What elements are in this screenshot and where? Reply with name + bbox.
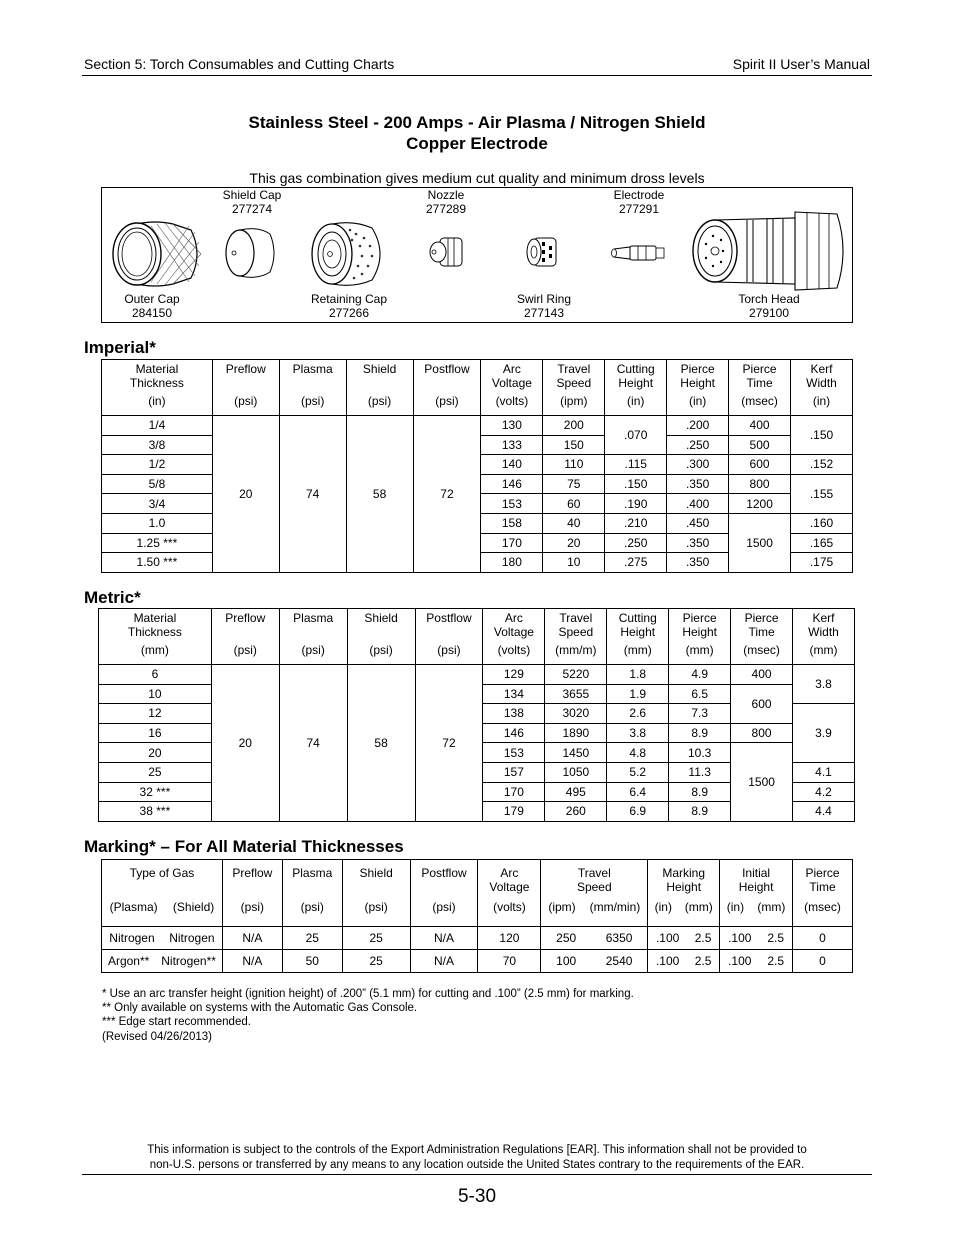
- pierce-time-cell: 1500: [729, 513, 791, 572]
- travel-speed-cell: 200: [543, 416, 605, 436]
- arc-voltage-cell: 146: [481, 474, 543, 494]
- footnote-arc-transfer: * Use an arc transfer height (ignition height) of .200” (5.1 mm) for cutting and .100” (2.5 mm) for marking.: [102, 988, 634, 1000]
- metric-header-shield: Shield (psi): [347, 609, 415, 665]
- metric-table: [98, 608, 855, 822]
- kerf-width-cell: .150: [791, 416, 853, 455]
- imperial-header-postflow: Postflow (psi): [413, 360, 481, 416]
- arc-voltage-cell: 130: [481, 416, 543, 436]
- preflow-cell: 20: [211, 665, 279, 822]
- outer-cap-label: Outer Cap 284150: [124, 292, 180, 320]
- preflow-cell: N/A: [222, 927, 282, 950]
- arc-voltage-cell: 120: [478, 927, 541, 950]
- imperial-table: [101, 359, 853, 573]
- arc-voltage-cell: 133: [481, 435, 543, 455]
- marking-height-cell: .100 2.5: [648, 927, 720, 950]
- header-rule: [82, 75, 872, 76]
- plasma-cell: 74: [279, 416, 346, 573]
- marking-table: [101, 859, 853, 973]
- pierce-time-cell: 400: [729, 416, 791, 436]
- cutting-height-cell: 3.8: [607, 723, 669, 743]
- travel-speed-cell: 75: [543, 474, 605, 494]
- thickness-cell: 16: [99, 723, 212, 743]
- kerf-width-cell: .175: [791, 553, 853, 573]
- initial-height-cell: .100 2.5: [720, 950, 793, 973]
- cutting-height-cell: 5.2: [607, 762, 669, 782]
- gas-combination-note: This gas combination gives medium cut quality and minimum dross levels: [249, 170, 705, 186]
- electrode-icon: [608, 240, 668, 266]
- imperial-header-preflow: Preflow (psi): [212, 360, 279, 416]
- kerf-width-cell: .165: [791, 533, 853, 553]
- travel-speed-cell: 250 6350: [541, 927, 648, 950]
- shield-cap-label: Shield Cap 277274: [222, 188, 282, 216]
- metric-header-cutting-height: Cutting Height (mm): [607, 609, 669, 665]
- marking-header-initial-height: Initial Height (in) (mm): [720, 860, 793, 927]
- arc-voltage-cell: 153: [481, 494, 543, 514]
- imperial-header-cutting-height: Cutting Height (in): [605, 360, 667, 416]
- footnotes: [102, 987, 634, 1044]
- marking-header-postflow: Postflow (psi): [410, 860, 478, 927]
- page-title: Stainless Steel - 200 Amps - Air Plasma / Nitrogen Shield: [248, 113, 706, 132]
- pierce-height-cell: 8.9: [669, 723, 731, 743]
- marking-height-cell: .100 2.5: [648, 950, 720, 973]
- marking-header-travel-speed: Travel Speed (ipm) (mm/min): [541, 860, 648, 927]
- footnote-edge-start: *** Edge start recommended.: [102, 1016, 251, 1029]
- marking-header-plasma: Plasma (psi): [282, 860, 342, 927]
- cutting-height-cell: .210: [605, 513, 667, 533]
- section-title: Section 5: Torch Consumables and Cutting Charts: [84, 56, 395, 72]
- cutting-height-cell: .150: [605, 474, 667, 494]
- pierce-time-cell: 500: [729, 435, 791, 455]
- arc-voltage-cell: 158: [481, 513, 543, 533]
- travel-speed-cell: 5220: [545, 665, 607, 685]
- pierce-time-cell: 600: [731, 684, 793, 723]
- postflow-cell: N/A: [410, 950, 478, 973]
- travel-speed-cell: 20: [543, 533, 605, 553]
- arc-voltage-cell: 180: [481, 553, 543, 573]
- cutting-height-cell: 4.8: [607, 743, 669, 763]
- metric-header-preflow: Preflow (psi): [211, 609, 279, 665]
- marking-header-gas: Type of Gas (Plasma) (Shield): [102, 860, 223, 927]
- marking-header-preflow: Preflow (psi): [222, 860, 282, 927]
- torch-head-label: Torch Head 279100: [738, 292, 800, 320]
- cutting-height-cell: 6.9: [607, 802, 669, 822]
- cutting-height-cell: .190: [605, 494, 667, 514]
- kerf-width-cell: 4.1: [793, 762, 855, 782]
- arc-voltage-cell: 170: [483, 782, 545, 802]
- metric-header-postflow: Postflow (psi): [415, 609, 483, 665]
- thickness-cell: 20: [99, 743, 212, 763]
- imperial-heading: Imperial*: [84, 338, 156, 357]
- pierce-height-cell: .350: [667, 533, 729, 553]
- shield-cell: 25: [342, 927, 410, 950]
- arc-voltage-cell: 157: [483, 762, 545, 782]
- arc-voltage-cell: 134: [483, 684, 545, 704]
- table-row: [102, 416, 853, 436]
- cutting-height-cell: .115: [605, 455, 667, 475]
- table-row: [99, 665, 855, 685]
- gas-type-cell: Nitrogen Nitrogen: [102, 927, 223, 950]
- thickness-cell: 10: [99, 684, 212, 704]
- pierce-height-cell: 7.3: [669, 704, 731, 724]
- metric-header-thickness: Material Thickness (mm): [99, 609, 212, 665]
- marking-header-marking-height: Marking Height (in) (mm): [648, 860, 720, 927]
- pierce-time-cell: 800: [731, 723, 793, 743]
- travel-speed-cell: 150: [543, 435, 605, 455]
- imperial-header-arc-voltage: Arc Voltage (volts): [481, 360, 543, 416]
- revision-date: (Revised 04/26/2013): [102, 1030, 212, 1043]
- arc-voltage-cell: 146: [483, 723, 545, 743]
- metric-heading: Metric*: [84, 588, 141, 607]
- travel-speed-cell: 40: [543, 513, 605, 533]
- metric-header-kerf-width: Kerf Width (mm): [793, 609, 855, 665]
- arc-voltage-cell: 129: [483, 665, 545, 685]
- preflow-cell: 20: [212, 416, 279, 573]
- cutting-height-cell: .250: [605, 533, 667, 553]
- nozzle-icon: [424, 234, 468, 270]
- torch-head-icon: [687, 208, 849, 294]
- metric-header-pierce-time: Pierce Time (msec): [731, 609, 793, 665]
- kerf-width-cell: .155: [791, 474, 853, 513]
- electrode-label: Electrode 277291: [613, 188, 665, 216]
- pierce-time-cell: 400: [731, 665, 793, 685]
- page-subtitle-electrode: Copper Electrode: [406, 134, 548, 153]
- thickness-cell: 38 ***: [99, 802, 212, 822]
- pierce-height-cell: .300: [667, 455, 729, 475]
- arc-voltage-cell: 70: [478, 950, 541, 973]
- retaining-cap-label: Retaining Cap 277266: [310, 292, 388, 320]
- outer-cap-icon: [107, 216, 203, 292]
- travel-speed-cell: 100 2540: [541, 950, 648, 973]
- marking-header-pierce-time: Pierce Time (msec): [793, 860, 853, 927]
- pierce-height-cell: 11.3: [669, 762, 731, 782]
- plasma-cell: 74: [279, 665, 347, 822]
- postflow-cell: 72: [413, 416, 481, 573]
- pierce-height-cell: 8.9: [669, 782, 731, 802]
- imperial-header-pierce-height: Pierce Height (in): [667, 360, 729, 416]
- thickness-cell: 1.25 ***: [102, 533, 213, 553]
- imperial-header-pierce-time: Pierce Time (msec): [729, 360, 791, 416]
- marking-heading: Marking* – For All Material Thicknesses: [84, 837, 404, 856]
- shield-cap-icon: [222, 226, 278, 280]
- pierce-time-cell: 800: [729, 474, 791, 494]
- pierce-height-cell: .250: [667, 435, 729, 455]
- cutting-height-cell: .275: [605, 553, 667, 573]
- preflow-cell: N/A: [222, 950, 282, 973]
- pierce-height-cell: .450: [667, 513, 729, 533]
- plasma-cell: 25: [282, 927, 342, 950]
- arc-voltage-cell: 170: [481, 533, 543, 553]
- thickness-cell: 6: [99, 665, 212, 685]
- travel-speed-cell: 1450: [545, 743, 607, 763]
- arc-voltage-cell: 138: [483, 704, 545, 724]
- thickness-cell: 3/4: [102, 494, 213, 514]
- pierce-height-cell: 4.9: [669, 665, 731, 685]
- pierce-time-cell: 0: [793, 950, 853, 973]
- postflow-cell: 72: [415, 665, 483, 822]
- imperial-header-shield: Shield (psi): [346, 360, 413, 416]
- swirl-ring-label: Swirl Ring 277143: [516, 292, 571, 320]
- ear-notice: This information is subject to the controls of the Export Administration Regulations [EAR]. This information shall not be provided to non-U.S. persons or transferred by any means to any location outside the United States contrary to the requirements of the EAR.: [147, 1144, 807, 1171]
- page-number: 5-30: [457, 1186, 497, 1207]
- pierce-time-cell: 1500: [731, 743, 793, 821]
- pierce-height-cell: .200: [667, 416, 729, 436]
- travel-speed-cell: 60: [543, 494, 605, 514]
- pierce-height-cell: 8.9: [669, 802, 731, 822]
- travel-speed-cell: 3020: [545, 704, 607, 724]
- pierce-height-cell: .350: [667, 474, 729, 494]
- footer-rule: [82, 1174, 872, 1175]
- arc-voltage-cell: 179: [483, 802, 545, 822]
- pierce-time-cell: 1200: [729, 494, 791, 514]
- shield-cell: 58: [346, 416, 413, 573]
- metric-header-arc-voltage: Arc Voltage (volts): [483, 609, 545, 665]
- thickness-cell: 3/8: [102, 435, 213, 455]
- imperial-header-plasma: Plasma (psi): [279, 360, 346, 416]
- cutting-height-cell: .070: [605, 416, 667, 455]
- metric-header-travel-speed: Travel Speed (mm/m): [545, 609, 607, 665]
- pierce-time-cell: 0: [793, 927, 853, 950]
- swirl-ring-icon: [522, 234, 562, 270]
- thickness-cell: 1/4: [102, 416, 213, 436]
- cutting-height-cell: 2.6: [607, 704, 669, 724]
- thickness-cell: 25: [99, 762, 212, 782]
- pierce-height-cell: .350: [667, 553, 729, 573]
- pierce-height-cell: .400: [667, 494, 729, 514]
- manual-title: Spirit II User’s Manual: [732, 56, 870, 72]
- imperial-header-travel-speed: Travel Speed (ipm): [543, 360, 605, 416]
- metric-header-pierce-height: Pierce Height (mm): [669, 609, 731, 665]
- thickness-cell: 1.50 ***: [102, 553, 213, 573]
- metric-header-plasma: Plasma (psi): [279, 609, 347, 665]
- initial-height-cell: .100 2.5: [720, 927, 793, 950]
- cutting-height-cell: 6.4: [607, 782, 669, 802]
- pierce-height-cell: 10.3: [669, 743, 731, 763]
- thickness-cell: 5/8: [102, 474, 213, 494]
- travel-speed-cell: 10: [543, 553, 605, 573]
- imperial-header-kerf-width: Kerf Width (in): [791, 360, 853, 416]
- kerf-width-cell: .160: [791, 513, 853, 533]
- travel-speed-cell: 495: [545, 782, 607, 802]
- pierce-height-cell: 6.5: [669, 684, 731, 704]
- footnote-agc: ** Only available on systems with the Automatic Gas Console.: [102, 1002, 418, 1015]
- nozzle-label: Nozzle 277289: [425, 188, 467, 216]
- pierce-time-cell: 600: [729, 455, 791, 475]
- kerf-width-cell: 4.4: [793, 802, 855, 822]
- thickness-cell: 1.0: [102, 513, 213, 533]
- travel-speed-cell: 110: [543, 455, 605, 475]
- table-row: [102, 950, 853, 973]
- plasma-cell: 50: [282, 950, 342, 973]
- retaining-cap-icon: [306, 220, 392, 288]
- consumables-diagram: [101, 187, 853, 323]
- travel-speed-cell: 3655: [545, 684, 607, 704]
- table-row: [102, 927, 853, 950]
- cutting-height-cell: 1.9: [607, 684, 669, 704]
- thickness-cell: 12: [99, 704, 212, 724]
- kerf-width-cell: .152: [791, 455, 853, 475]
- arc-voltage-cell: 140: [481, 455, 543, 475]
- gas-type-cell: Argon** Nitrogen**: [102, 950, 223, 973]
- shield-cell: 25: [342, 950, 410, 973]
- thickness-cell: 1/2: [102, 455, 213, 475]
- kerf-width-cell: 3.9: [793, 704, 855, 763]
- shield-cell: 58: [347, 665, 415, 822]
- marking-header-shield: Shield (psi): [342, 860, 410, 927]
- kerf-width-cell: 3.8: [793, 665, 855, 704]
- imperial-header-thickness: Material Thickness (in): [102, 360, 213, 416]
- arc-voltage-cell: 153: [483, 743, 545, 763]
- cutting-height-cell: 1.8: [607, 665, 669, 685]
- travel-speed-cell: 1890: [545, 723, 607, 743]
- kerf-width-cell: 4.2: [793, 782, 855, 802]
- travel-speed-cell: 1050: [545, 762, 607, 782]
- postflow-cell: N/A: [410, 927, 478, 950]
- travel-speed-cell: 260: [545, 802, 607, 822]
- marking-header-arc-voltage: Arc Voltage (volts): [478, 860, 541, 927]
- thickness-cell: 32 ***: [99, 782, 212, 802]
